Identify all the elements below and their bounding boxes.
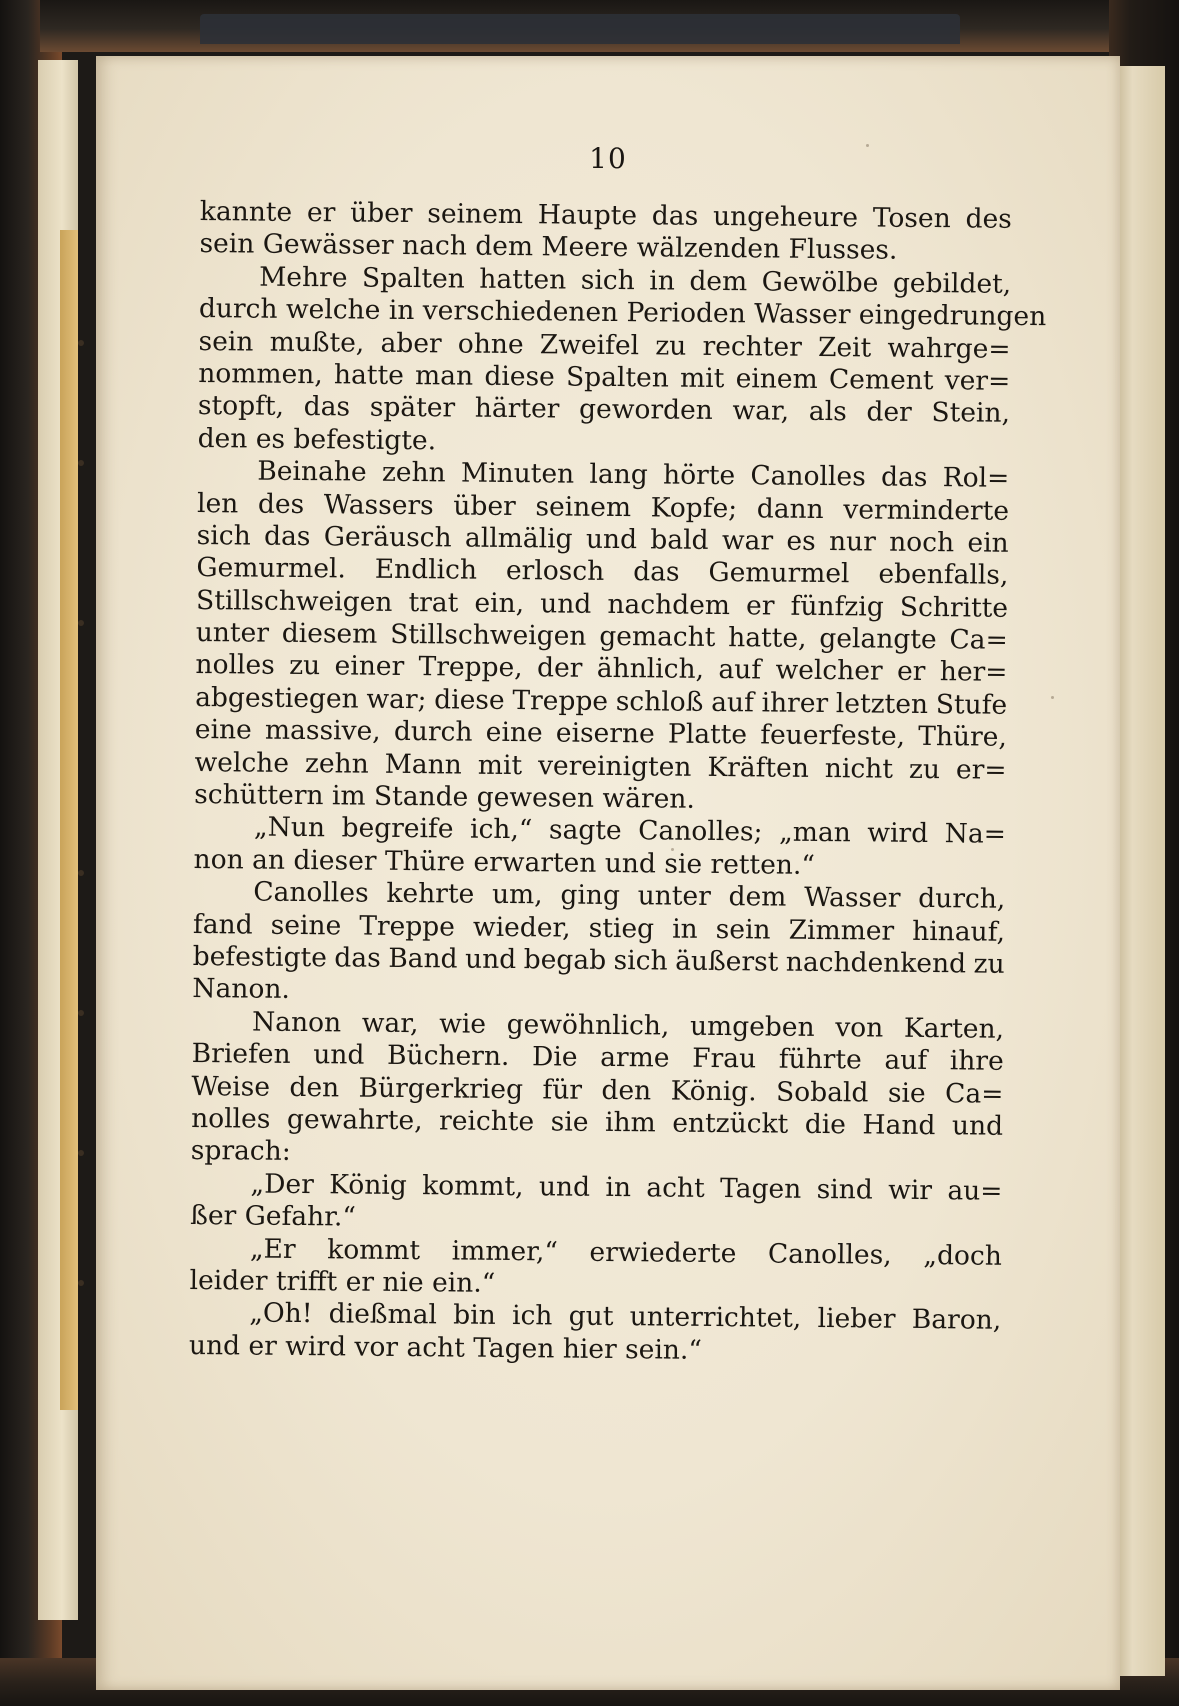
text-line: Beinahe zehn Minuten lang hörte Canolles das Rol= (257, 455, 1010, 494)
text-line: Nanon. (192, 973, 291, 1006)
text-line: Canolles kehrte um, ging unter dem Wasser durch, (253, 876, 1006, 915)
margin-mark (78, 460, 84, 466)
text-line: sein Gewässer nach dem Meere wälzenden Flusses. (199, 228, 898, 267)
margin-mark (78, 870, 84, 876)
page-stack-tinted-leaf (60, 230, 78, 1410)
text-line: len des Wassers über seinem Kopfe; dann verminderte (196, 487, 1010, 527)
page-text (188, 196, 1047, 1370)
text-line: leider trifft er nie ein.“ (189, 1264, 496, 1299)
text-line: „Nun begreife ich,“ sagte Canolles; „man wird Na= (253, 811, 1007, 851)
text-line: Briefen und Büchern. Die arme Frau führte auf ihre (191, 1038, 1004, 1077)
page-number: 10 (589, 142, 627, 175)
text-line: eine massive, durch eine eiserne Platte feuerfeste, Thüre, (194, 714, 1007, 754)
paragraph (194, 455, 1009, 819)
text-line: kannte er über seinem Haupte das ungeheure Tosen des (199, 196, 1012, 235)
text-line: fand seine Treppe wieder, stieg in sein Zimmer hinauf, (192, 908, 1006, 948)
paper-speck (1051, 696, 1054, 699)
text-line: „Der König kommt, und in acht Tagen sind wir au= (250, 1168, 1003, 1207)
text-line: nommen, hatte man diese Spalten mit einem Cement ver= (198, 357, 1011, 397)
paragraph (192, 876, 1005, 1013)
text-line: nolles gewahrte, reichte sie ihm entzückt die Hand und (190, 1102, 1004, 1142)
paragraph (189, 1297, 1002, 1370)
text-line: Stillschweigen trat ein, und nachdem er fünfzig Schritte (195, 584, 1009, 624)
text-line: sprach: (190, 1135, 291, 1168)
text-line: unter diesem Stillschweigen gemacht hatte, gelangte Ca= (195, 617, 1008, 656)
paragraph (190, 1168, 1003, 1241)
text-line: welche zehn Mann mit vereinigten Kräften nicht zu er= (194, 746, 1007, 786)
book-spine-leather (200, 14, 960, 44)
text-line: durch welche in verschiedenen Perioden Wasser eingedrungen (198, 293, 1047, 333)
book-page (96, 56, 1120, 1690)
text-line: Nanon war, wie gewöhnlich, umgeben von Karten, (251, 1006, 1005, 1045)
text-line: sein mußte, aber ohne Zweifel zu rechter Zeit wahrge= (198, 325, 1011, 365)
text-line: Weise den Bürgerkrieg für den König. Sobald sie Ca= (191, 1070, 1004, 1110)
margin-mark (78, 1150, 84, 1156)
text-line: schüttern im Stande gewesen wären. (194, 779, 695, 815)
text-line: stopft, das später härter geworden war, als der Stein, (197, 390, 1011, 430)
text-line: Mehre Spalten hatten sich in dem Gewölbe gebildet, (259, 261, 1012, 300)
page-stack-right (1115, 66, 1165, 1676)
margin-mark (78, 1280, 84, 1286)
text-line: non an dieser Thüre erwarten und sie retten.“ (193, 843, 816, 881)
margin-mark (78, 1010, 84, 1016)
paragraph (197, 261, 1047, 463)
text-line: und er wird vor acht Tagen hier sein.“ (188, 1329, 703, 1366)
margin-mark (78, 620, 84, 626)
paragraph (193, 811, 1006, 884)
text-line: sich das Geräusch allmälig und bald war es nur noch ein (196, 519, 1009, 559)
text-line: ßer Gefahr.“ (190, 1200, 357, 1233)
text-line: Gemurmel. Endlich erlosch das Gemurmel ebenfalls, (196, 552, 1009, 592)
text-line: „Er kommt immer,“ erwiederte Canolles, „doch (249, 1233, 1003, 1272)
text-line: „Oh! dießmal bin ich gut unterrichtet, lieber Baron, (249, 1297, 1002, 1337)
paragraph (191, 1006, 1005, 1176)
paragraph (189, 1232, 1002, 1305)
text-line: nolles zu einer Treppe, der ähnlich, auf welcher er her= (195, 649, 1008, 689)
paragraph (199, 196, 1012, 269)
margin-mark (78, 340, 84, 346)
text-line: befestigte das Band und begab sich äußerst nachdenkend zu (192, 940, 1005, 980)
text-line: abgestiegen war; diese Treppe schloß auf ihrer letzten Stufe (195, 681, 1008, 721)
text-line: den es befestigte. (197, 422, 437, 457)
